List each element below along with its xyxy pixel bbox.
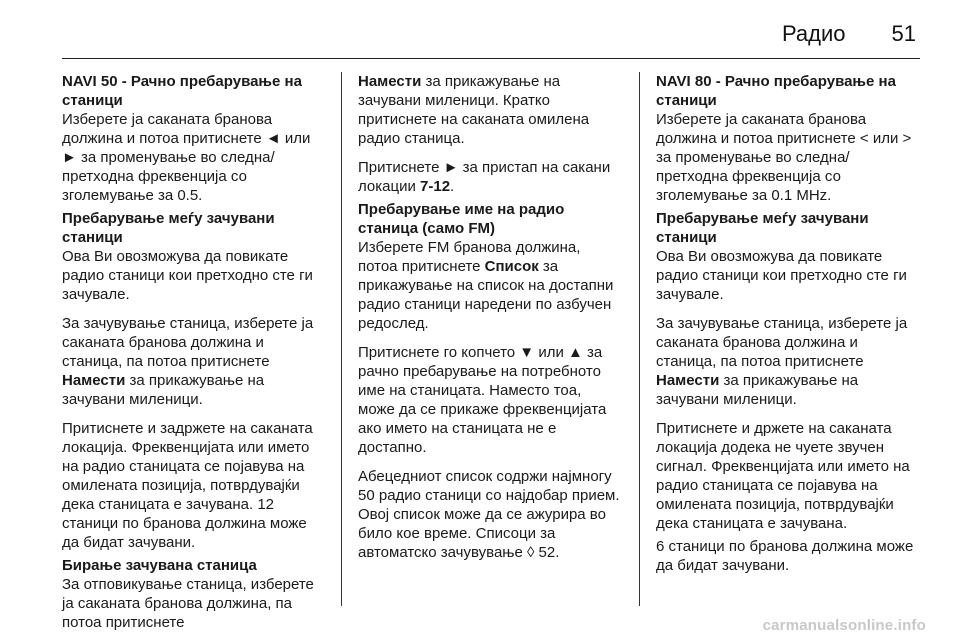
paragraph: Притиснете и држете на саканата локација додека не чуете звучен сигнал. Фреквенцијата или името на радио станицата се појавува на омилената позиција, потврдувајќи дека станицата е зачувана. xyxy=(656,420,910,532)
page-header xyxy=(782,14,916,54)
paragraph: Изберете ја саканата бранова должина и потоа притиснете ◄ или ► за променување во следна/претходна фреквенција со зголемување за 0.5. xyxy=(62,111,311,204)
section-heading-navi80-manual: NAVI 80 - Рачно пребарување на станици xyxy=(656,73,896,109)
section-heading-navi50-manual: NAVI 50 - Рачно пребарување на станици xyxy=(62,73,302,109)
column-1 xyxy=(62,72,324,642)
header-rule xyxy=(62,58,920,59)
paragraph: За зачувување станица, изберете ја саканата бранова должина и станица, па потоа притиснете Намести за прикажување на зачувани миленици. xyxy=(62,315,314,408)
location-range: 7-12 xyxy=(420,178,451,195)
section-heading-name-search: Пребарување име на радио станица (само FM) xyxy=(358,201,565,237)
section-heading-favourites: Пребарување меѓу зачувани станици xyxy=(656,210,869,246)
button-reference-namesti: Намести xyxy=(358,73,422,90)
column-2 xyxy=(358,72,620,572)
paragraph: За зачувување станица, изберете ја саканата бранова должина и станица, па потоа притиснете Намести за прикажување на зачувани миленици. xyxy=(656,315,908,408)
paragraph: Изберете FM бранова должина, потоа притиснете Список за прикажување на список на достапни радио станици наредени по азбучен редослед. xyxy=(358,239,614,332)
paragraph: Притиснете го копчето ▼ или ▲ за рачно пребарување на потребното име на станицата. Наместо тоа, може да се прикаже фреквенцијата ако името на станицата не е достапно. xyxy=(358,344,607,456)
column-divider-1 xyxy=(341,72,342,606)
paragraph: 6 станици по бранова должина може да бидат зачувани. xyxy=(656,538,914,574)
page-title: Радио xyxy=(781,21,846,46)
page-number: 51 xyxy=(891,21,916,46)
section-heading-select-saved: Бирање зачувана станица xyxy=(62,557,257,574)
button-reference-spisok: Список xyxy=(484,258,539,275)
column-3 xyxy=(656,72,918,585)
paragraph: Ова Ви овозможува да повикате радио станици кои претходно сте ги зачувале. xyxy=(656,248,907,303)
button-reference-namesti: Намести xyxy=(62,372,126,389)
column-divider-2 xyxy=(639,72,640,606)
paragraph: За отповикување станица, изберете ја саканата бранова должина, па потоа притиснете xyxy=(62,576,314,631)
paragraph: Изберете ја саканата бранова должина и потоа притиснете < или > за променување во следна/претходна фреквенција со зголемување за 0.1 MHz. xyxy=(656,111,912,204)
paragraph: Притиснете и задржете на саканата локација. Фреквенцијата или името на радио станицата се појавува на омилената позиција, потврдувајќи дека станицата е зачувана. 12 станици по бранова должина може да бидат зачувани. xyxy=(62,420,313,551)
button-reference-namesti: Намести xyxy=(656,372,720,389)
paragraph: Абецедниот список содржи најмногу 50 радио станици со најдобар прием. Овој список може да се ажурира во било кое време. Списоци за автоматско зачувување ◊ 52. xyxy=(358,468,620,561)
section-heading-favourites: Пребарување меѓу зачувани станици xyxy=(62,210,275,246)
paragraph: Намести за прикажување на зачувани миленици. Кратко притиснете на саканата омилена радио станица. xyxy=(358,73,590,147)
watermark: carmanualsonline.info xyxy=(762,617,926,634)
paragraph: Ова Ви овозможува да повикате радио станици кои претходно сте ги зачувале. xyxy=(62,248,313,303)
paragraph: Притиснете ► за пристап на сакани локации 7-12. xyxy=(358,159,611,195)
